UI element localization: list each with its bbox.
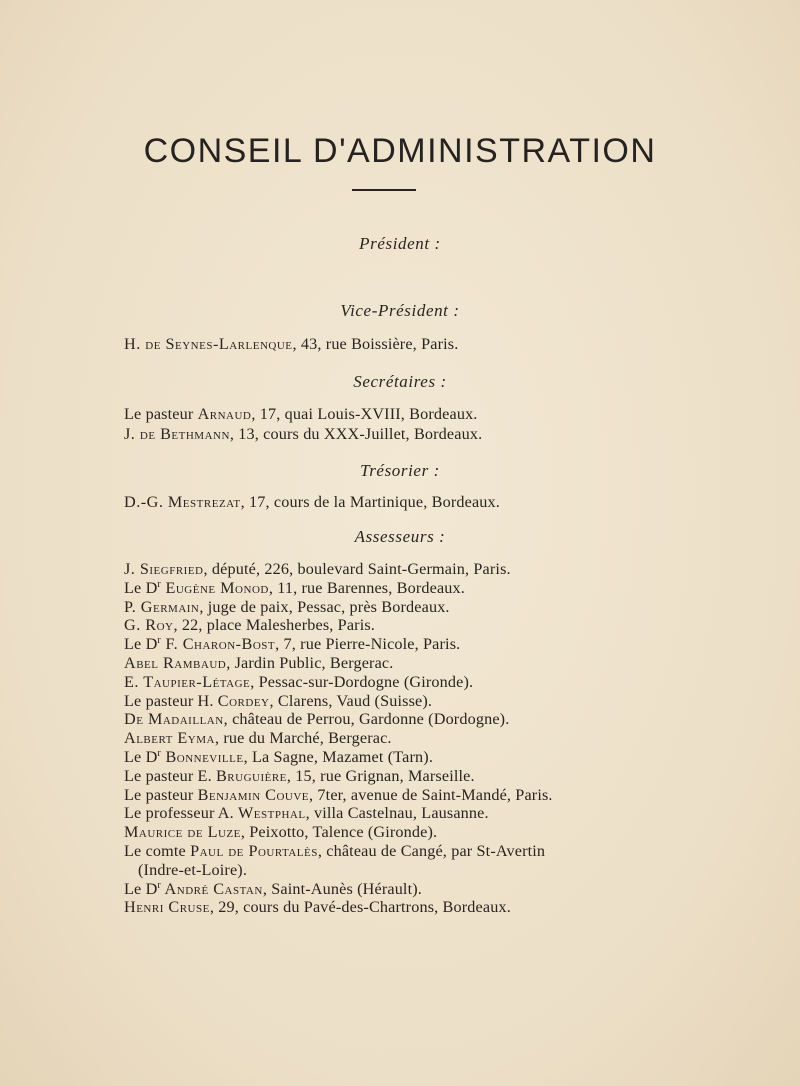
member-line (124, 842, 545, 861)
member-address: , rue du Marché, Bergerac. (214, 729, 392, 748)
member-line (124, 823, 437, 842)
member-name: Benjamin Couve (197, 785, 310, 804)
member-prefix: Le pasteur (124, 405, 198, 423)
member-name: P. Germain (124, 597, 200, 616)
member-prefix: Le D (124, 635, 158, 654)
member-name: J. de Bethmann (124, 425, 230, 443)
member-line (124, 729, 392, 748)
member-name: Eugène Monod (160, 578, 269, 597)
member-line (124, 710, 509, 729)
member-name: Abel Rambaud (124, 654, 227, 672)
member-address: , 29, cours du Pavé-des-Chartrons, Bordeaux. (209, 898, 511, 917)
member-prefix: Le professeur A. (124, 804, 239, 823)
member-line (124, 616, 375, 635)
member-line (124, 425, 482, 444)
member-address: , château de Perrou, Gardonne (Dordogne). (223, 710, 510, 729)
member-line (124, 654, 393, 673)
member-address: , Peixotto, Talence (Gironde). (240, 823, 438, 842)
member-address: , Saint-Aunès (Hérault). (262, 879, 422, 898)
member-name: André Castan (160, 879, 263, 898)
member-title-superscript: r (157, 748, 161, 759)
member-prefix: Le D (124, 578, 158, 597)
member-name: Maurice de Luze (124, 823, 241, 842)
member-line (138, 861, 247, 880)
heading-secretaires: Secrétaires : (353, 372, 447, 391)
member-address: , 15, rue Grignan, Marseille. (286, 766, 475, 785)
member-name: Albert Eyma (124, 729, 215, 748)
member-name: Paul de Pourtalès (190, 842, 318, 860)
member-line (124, 579, 465, 598)
member-address: , 11, rue Barennes, Bordeaux. (268, 578, 465, 597)
member-address: , 7ter, avenue de Saint-Mandé, Paris. (309, 785, 553, 804)
member-name: E. Taupier-Létage (124, 672, 251, 691)
member-line (124, 560, 511, 579)
member-prefix: Le D (124, 748, 158, 766)
heading-tresorier: Trésorier : (360, 461, 440, 480)
member-line (124, 598, 450, 617)
member-name: Bruguière (216, 766, 287, 785)
member-name: G. Roy (124, 616, 174, 635)
member-prefix: Le pasteur E. (124, 766, 216, 785)
member-name: Henri Cruse (124, 898, 210, 917)
member-address: , 17, cours de la Martinique, Bordeaux. (240, 493, 500, 511)
member-line (124, 493, 500, 512)
heading-vice-president: Vice-Président : (340, 301, 460, 320)
heading-assesseurs: Assesseurs : (354, 527, 446, 546)
member-prefix: Le pasteur (124, 785, 198, 804)
member-prefix: (Indre-et-Loire). (138, 860, 248, 879)
member-line (124, 748, 433, 767)
member-name: J. Siegfried (124, 560, 204, 578)
member-line (124, 804, 489, 823)
member-address: , député, 226, boulevard Saint-Germain, Paris. (203, 560, 511, 578)
member-line (124, 335, 458, 354)
member-title-superscript: r (157, 578, 161, 590)
member-address: , villa Castelnau, Lausanne. (305, 804, 489, 823)
member-address: , 22, place Malesherbes, Paris. (173, 616, 376, 635)
member-prefix: Le comte (124, 842, 191, 860)
member-name: F. Charon-Bost (160, 635, 276, 654)
member-name: H. de Seynes-Larlenque (124, 335, 293, 353)
member-line (124, 635, 460, 654)
member-name: D.-G. Mestrezat (124, 493, 241, 511)
title-rule (352, 189, 416, 191)
member-line (124, 786, 553, 805)
member-name: De Madaillan (124, 710, 224, 729)
member-line (124, 405, 478, 424)
member-name: Westphal (238, 804, 306, 823)
member-address: , 17, quai Louis-XVIII, Bordeaux. (251, 405, 478, 423)
member-line (124, 692, 432, 711)
member-name: Arnaud (197, 405, 252, 423)
member-line (124, 767, 475, 786)
member-address: , château de Cangé, par St-Avertin (317, 842, 546, 860)
member-address: , Clarens, Vaud (Suisse). (269, 691, 433, 710)
member-prefix: Le pasteur H. (124, 691, 218, 710)
member-address: , 43, rue Boissière, Paris. (292, 335, 459, 353)
member-address: , 7, rue Pierre-Nicole, Paris. (275, 635, 461, 654)
member-prefix: Le D (124, 879, 158, 898)
member-title-superscript: r (157, 879, 161, 891)
member-address: , Jardin Public, Bergerac. (226, 654, 394, 672)
member-name: Bonneville (160, 748, 244, 766)
member-address: , juge de paix, Pessac, près Bordeaux. (199, 597, 450, 616)
member-title-superscript: r (157, 635, 161, 647)
member-line (124, 673, 473, 692)
member-address: , La Sagne, Mazamet (Tarn). (243, 748, 434, 766)
member-address: , 13, cours du XXX-Juillet, Bordeaux. (229, 425, 483, 443)
member-line (124, 898, 511, 917)
heading-president: Président : (359, 234, 441, 253)
member-name: Cordey (217, 691, 270, 710)
page-title: CONSEIL D'ADMINISTRATION (143, 132, 657, 170)
member-address: , Pessac-sur-Dordogne (Gironde). (250, 672, 474, 691)
member-line (124, 880, 422, 899)
